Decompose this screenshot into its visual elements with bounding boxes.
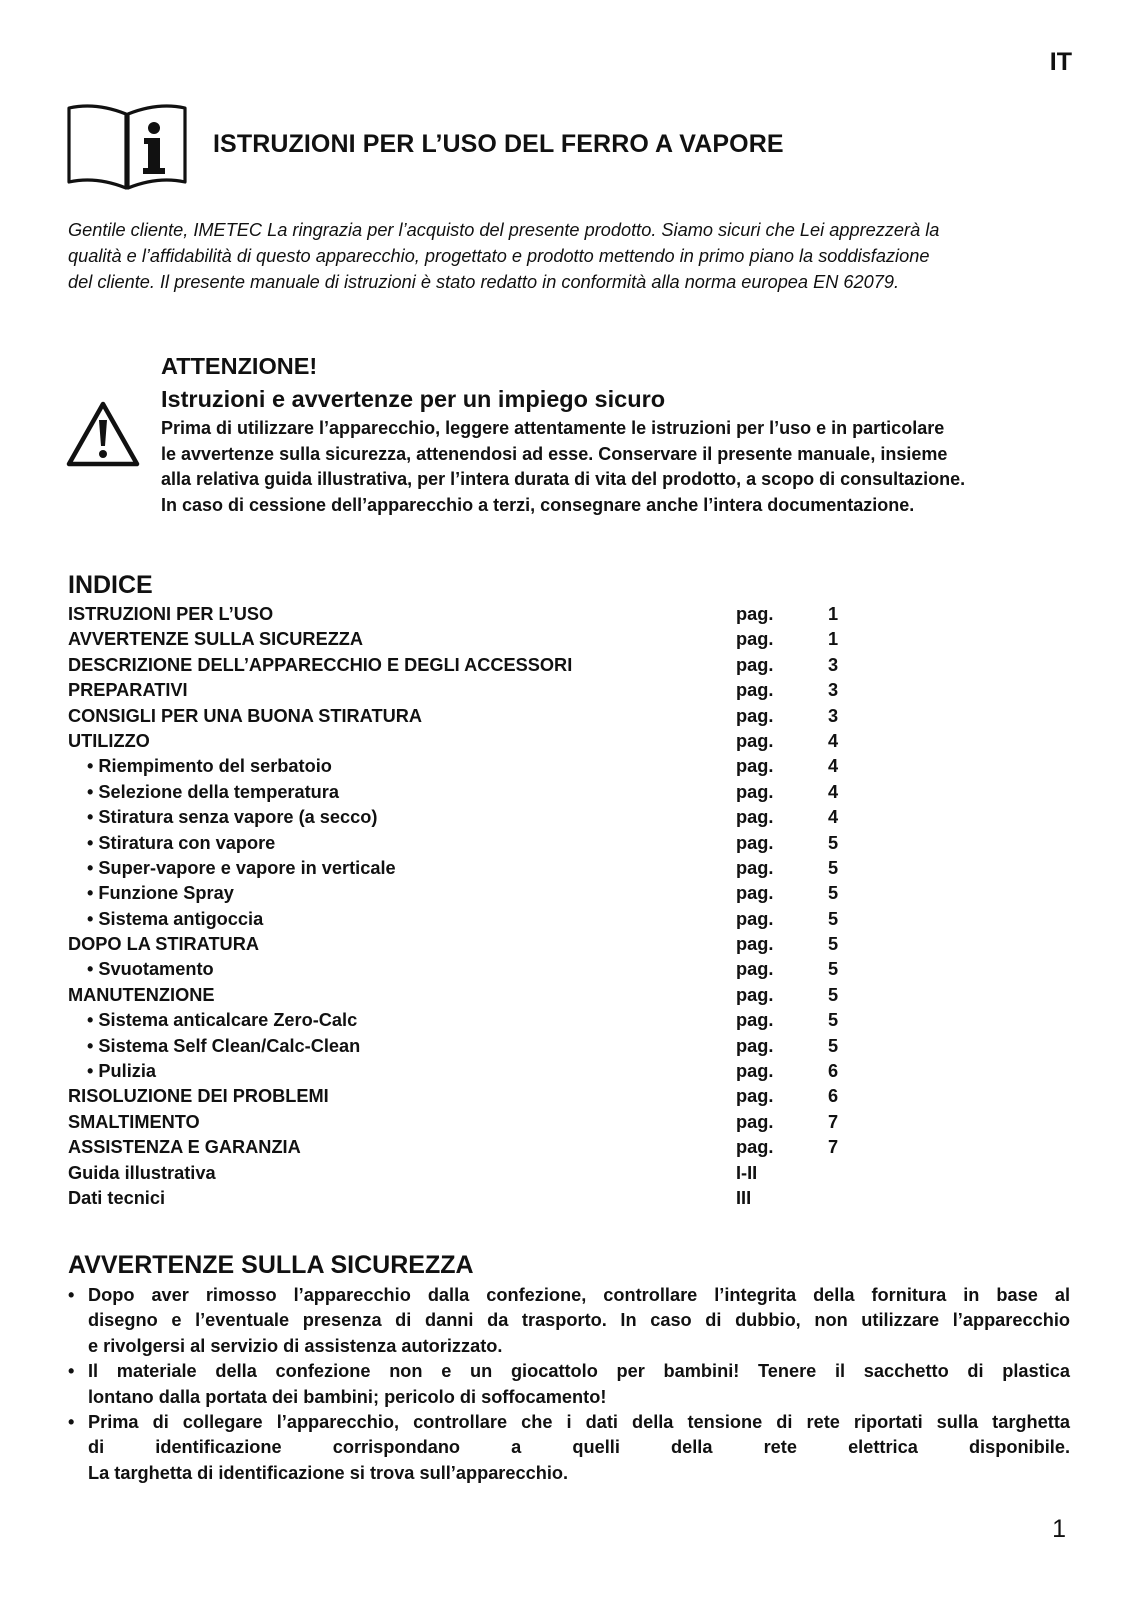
safety-bullet xyxy=(68,1359,1070,1410)
toc-entry-page: 3 xyxy=(828,680,839,701)
toc-entry-page: 5 xyxy=(828,959,839,980)
warning-triangle-icon xyxy=(66,400,140,468)
toc-entry-label: • Selezione della temperatura xyxy=(87,781,339,802)
toc-entry-label: PREPARATIVI xyxy=(68,680,188,701)
attention-line: le avvertenze sulla sicurezza, attenendosi ad esse. Conservare il presente manuale, insieme xyxy=(161,443,948,464)
toc-entry-pag: pag. xyxy=(736,934,774,955)
toc-entry-page: 7 xyxy=(828,1111,839,1132)
index-heading: INDICE xyxy=(68,571,153,599)
toc-entry-page: 4 xyxy=(828,807,839,828)
toc-list xyxy=(68,602,868,1211)
toc-entry-page: 3 xyxy=(828,654,839,675)
attention-line: Prima di utilizzare l’apparecchio, leggere attentamente le istruzioni per l’uso e in particolare xyxy=(161,418,945,438)
toc-entry-pag: pag. xyxy=(736,1137,774,1158)
toc-entry-pag: pag. xyxy=(736,654,774,675)
toc-entry-pag: pag. xyxy=(736,1010,774,1031)
intro-line: del cliente. Il presente manuale di istruzioni è stato redatto in conformità alla norma europea EN 62079. xyxy=(68,272,900,292)
safety-heading: AVVERTENZE SULLA SICUREZZA xyxy=(68,1251,474,1279)
toc-entry-label: • Svuotamento xyxy=(87,959,214,980)
toc-entry-label: • Sistema anticalcare Zero-Calc xyxy=(87,1010,358,1031)
attention-title: ATTENZIONE! xyxy=(161,353,318,379)
toc-entry-pag: pag. xyxy=(736,781,774,802)
toc-entry-label: • Sistema Self Clean/Calc-Clean xyxy=(87,1035,361,1056)
toc-entry-pag: pag. xyxy=(736,680,774,701)
toc-entry xyxy=(68,678,868,703)
safety-bullet-line: Il materiale della confezione non e un giocattolo per bambini! Tenere il sacchetto di plastica xyxy=(88,1361,1070,1382)
toc-entry xyxy=(68,805,868,830)
toc-entry-pag: pag. xyxy=(736,730,774,751)
toc-entry xyxy=(68,1008,868,1033)
toc-entry-page: 5 xyxy=(828,934,839,955)
safety-bullet-line: Dopo aver rimosso l’apparecchio dalla confezione, controllare l’integrita della fornitura in base al xyxy=(88,1285,1070,1305)
toc-entry-label: • Super-vapore e vapore in verticale xyxy=(87,857,396,878)
table-of-contents xyxy=(68,570,868,1211)
toc-entry-label: DESCRIZIONE DELL’APPARECCHIO E DEGLI ACCESSORI xyxy=(68,654,573,675)
toc-entry xyxy=(68,602,868,627)
toc-entry-page: 3 xyxy=(828,705,839,726)
toc-entry-label: MANUTENZIONE xyxy=(68,984,215,1005)
toc-entry-label: • Pulizia xyxy=(87,1061,157,1082)
toc-entry-page: 5 xyxy=(828,1010,839,1031)
toc-entry-label: UTILIZZO xyxy=(68,730,150,751)
toc-entry-pag: pag. xyxy=(736,959,774,980)
toc-entry-label: AVVERTENZE SULLA SICUREZZA xyxy=(68,629,364,650)
toc-entry-pag: pag. xyxy=(736,756,774,777)
safety-bullet-line: e rivolgersi al servizio di assistenza autorizzato. xyxy=(88,1335,503,1356)
toc-entry-page: 1 xyxy=(828,604,839,624)
safety-section xyxy=(68,1250,1070,1486)
book-info-icon xyxy=(66,102,188,190)
toc-entry-page: 1 xyxy=(828,629,839,650)
toc-entry xyxy=(68,1161,868,1186)
toc-entry-pag: pag. xyxy=(736,832,774,853)
toc-entry-label: SMALTIMENTO xyxy=(68,1111,200,1132)
toc-entry-label: • Riempimento del serbatoio xyxy=(87,756,332,777)
toc-entry-label: • Funzione Spray xyxy=(87,883,234,904)
safety-bullet-line: La targhetta di identificazione si trova sull’apparecchio. xyxy=(88,1462,569,1483)
toc-entry xyxy=(68,1084,868,1109)
toc-entry-page: 5 xyxy=(828,883,839,904)
attention-subtitle: Istruzioni e avvertenze per un impiego sicuro xyxy=(161,386,666,412)
toc-entry xyxy=(68,653,868,678)
toc-entry xyxy=(68,1059,868,1084)
toc-entry-pag: pag. xyxy=(736,1111,774,1132)
toc-entry-page: 6 xyxy=(828,1061,839,1082)
toc-entry-pag: pag. xyxy=(736,1086,774,1107)
safety-bullet-list xyxy=(68,1283,1070,1486)
toc-entry xyxy=(68,780,868,805)
safety-bullet xyxy=(68,1410,1070,1486)
toc-entry-pag: III xyxy=(736,1187,752,1208)
toc-entry-label: • Stiratura con vapore xyxy=(87,832,276,853)
toc-entry-pag: I-II xyxy=(736,1162,758,1183)
safety-bullet-line: lontano dalla portata dei bambini; pericolo di soffocamento! xyxy=(88,1386,607,1407)
toc-entry-page: 5 xyxy=(828,832,839,853)
toc-entry xyxy=(68,627,868,652)
safety-bullet-line: di identificazione corrispondano a quelli della rete elettrica disponibile. xyxy=(88,1437,1070,1458)
toc-entry-label: RISOLUZIONE DEI PROBLEMI xyxy=(68,1086,329,1107)
toc-entry xyxy=(68,907,868,932)
toc-entry-label: • Sistema antigoccia xyxy=(87,908,264,929)
toc-entry-page: 4 xyxy=(828,730,839,751)
intro-line: qualità e l’affidabilità di questo apparecchio, progettato e prodotto mettendo in primo piano la soddisfazione xyxy=(68,246,930,266)
toc-entry-pag: pag. xyxy=(736,984,774,1005)
attention-section xyxy=(161,350,1071,518)
toc-entry-label: Dati tecnici xyxy=(68,1187,166,1208)
toc-entry-pag: pag. xyxy=(736,908,774,929)
toc-entry-pag: pag. xyxy=(736,1035,774,1056)
toc-entry xyxy=(68,1110,868,1135)
toc-entry-pag: pag. xyxy=(736,629,774,650)
toc-entry-pag: pag. xyxy=(736,1061,774,1082)
toc-entry-page: 7 xyxy=(828,1137,839,1158)
toc-entry-pag: pag. xyxy=(736,705,774,726)
safety-bullet xyxy=(68,1283,1070,1359)
toc-entry xyxy=(68,754,868,779)
toc-entry xyxy=(68,881,868,906)
toc-entry xyxy=(68,983,868,1008)
toc-entry-pag: pag. xyxy=(736,883,774,904)
toc-entry xyxy=(68,729,868,754)
page-number: 1 xyxy=(1052,1515,1066,1543)
toc-entry-label: ASSISTENZA E GARANZIA xyxy=(68,1137,301,1158)
toc-entry xyxy=(68,831,868,856)
safety-bullet-line: Prima di collegare l’apparecchio, controllare che i dati della tensione di rete riportati sulla targhetta xyxy=(88,1412,1070,1433)
attention-body xyxy=(161,416,1071,518)
intro-line: Gentile cliente, IMETEC La ringrazia per l’acquisto del presente prodotto. Siamo sicuri che Lei apprezzerà la xyxy=(68,220,940,240)
toc-entry xyxy=(68,704,868,729)
bullet-dot: • xyxy=(68,1361,75,1382)
toc-entry xyxy=(68,1034,868,1059)
toc-entry-page: 5 xyxy=(828,984,839,1005)
toc-entry-page: 6 xyxy=(828,1086,839,1107)
toc-entry-page: 4 xyxy=(828,781,839,802)
toc-entry xyxy=(68,932,868,957)
toc-entry-pag: pag. xyxy=(736,604,774,624)
bullet-dot: • xyxy=(68,1285,75,1305)
intro-paragraph xyxy=(68,217,1068,295)
toc-entry-page: 4 xyxy=(828,756,839,777)
bullet-dot: • xyxy=(68,1412,75,1433)
language-code: IT xyxy=(1049,48,1072,76)
toc-entry-pag: pag. xyxy=(736,857,774,878)
toc-entry-page: 5 xyxy=(828,908,839,929)
document-title: ISTRUZIONI PER L’USO DEL FERRO A VAPORE xyxy=(213,130,784,158)
toc-entry xyxy=(68,856,868,881)
attention-line: alla relativa guida illustrativa, per l’intera durata di vita del prodotto, a scopo di consultazione. xyxy=(161,469,966,489)
safety-bullet-line: disegno e l’eventuale presenza di danni da trasporto. In caso di dubbio, non utilizzare l’apparecchio xyxy=(88,1310,1070,1331)
toc-entry-page: 5 xyxy=(828,857,839,878)
toc-entry-label: ISTRUZIONI PER L’USO xyxy=(68,604,274,624)
toc-entry-label: Guida illustrativa xyxy=(68,1162,216,1183)
toc-entry xyxy=(68,1135,868,1160)
toc-entry-label: CONSIGLI PER UNA BUONA STIRATURA xyxy=(68,705,422,726)
attention-line: In caso di cessione dell’apparecchio a terzi, consegnare anche l’intera documentazione. xyxy=(161,494,915,515)
toc-entry-label: DOPO LA STIRATURA xyxy=(68,934,259,955)
toc-entry xyxy=(68,957,868,982)
toc-entry-page: 5 xyxy=(828,1035,839,1056)
toc-entry-label: • Stiratura senza vapore (a secco) xyxy=(87,807,378,828)
toc-entry-pag: pag. xyxy=(736,807,774,828)
toc-entry xyxy=(68,1186,868,1211)
